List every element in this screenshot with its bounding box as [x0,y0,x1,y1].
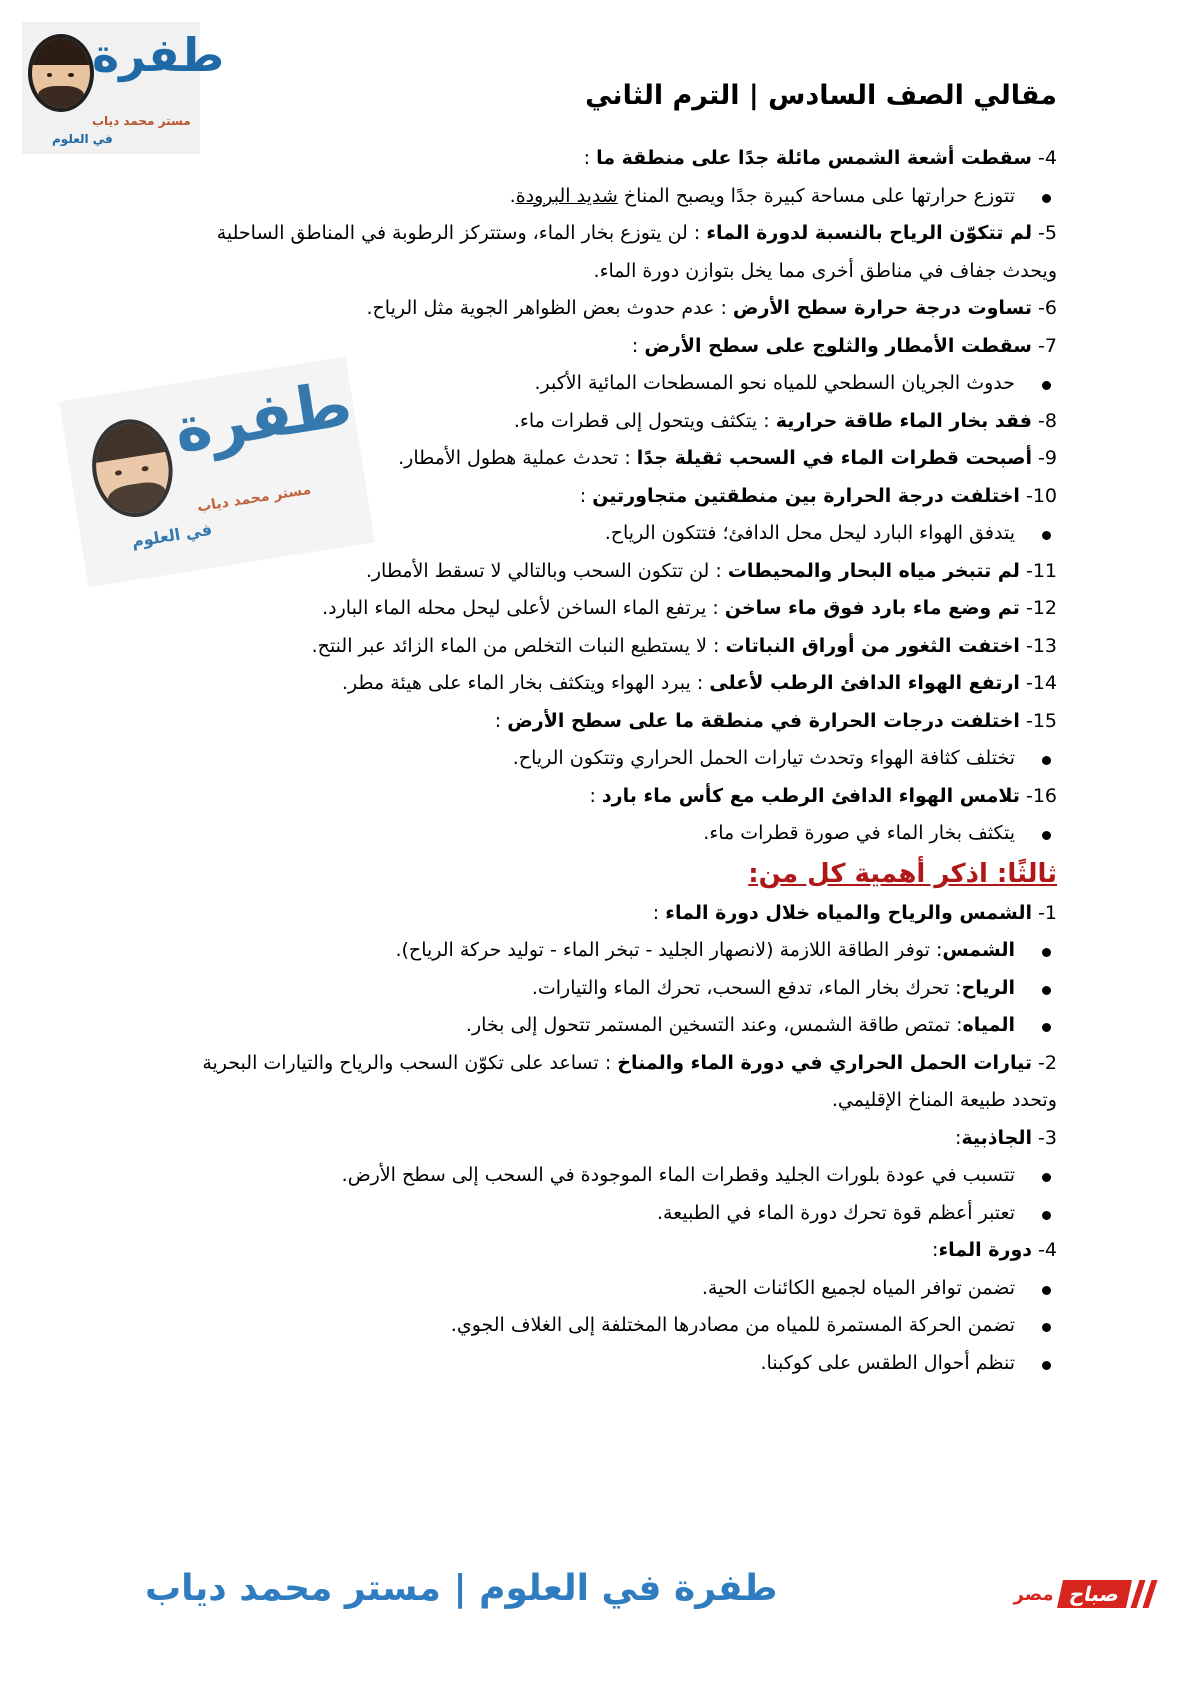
list-item: تنظم أحوال الطقس على كوكبنا. [190,1345,1057,1383]
teacher-avatar-watermark [85,414,179,523]
list-item: 7- سقطت الأمطار والثلوج على سطح الأرض : [631,334,1057,357]
site-watermark [963,1572,1153,1616]
list-item: الشمس: توفر الطاقة اللازمة (لانصهار الجليد - تبخر الماء - توليد حركة الرياح). [190,932,1057,970]
list-item: تضمن توافر المياه لجميع الكائنات الحية. [190,1270,1057,1308]
list-item: المياه: تمتص طاقة الشمس، وعند التسخين المستمر تتحول إلى بخار. [190,1007,1057,1045]
list-item: يتكثف بخار الماء في صورة قطرات ماء. [190,815,1057,853]
list-item: 13- اختفت الثغور من أوراق النباتات : لا يستطيع النبات التخلص من الماء الزائد عبر النتح. [311,634,1057,657]
list-item: تضمن الحركة المستمرة للمياه من مصادرها المختلفة إلى الغلاف الجوي. [190,1307,1057,1345]
list-item: 9- أصبحت قطرات الماء في السحب ثقيلة جدًا : تحدث عملية هطول الأمطار. [398,447,1057,469]
list-item: 6- تساوت درجة حرارة سطح الأرض : عدم حدوث بعض الظواهر الجوية مثل الرياح. [366,297,1057,319]
list-item: تختلف كثافة الهواء وتحدث تيارات الحمل الحراري وتتكون الرياح. [190,740,1057,778]
list-item: 10- اختلفت درجة الحرارة بين منطقتين متجاورتين : [579,484,1057,507]
section-heading: ثالثًا: اذكر أهمية كل من: [748,858,1057,889]
logo-top [22,22,225,154]
watermark-brand: صباح [1057,1580,1132,1608]
logo-word: طفرة [92,28,225,82]
list-item: 5- لم تتكوّن الرياح بالنسبة لدورة الماء : لن يتوزع بخار الماء، وستتركز الرطوبة في المناطق الساحلية ويحدث جفاف في مناطق أخرى مما يخل بتوازن دورة الماء. [216,222,1057,282]
list-item: الرياح: تحرك بخار الماء، تدفع السحب، تحرك الماء والتيارات. [190,970,1057,1008]
list-item: 16- تلامس الهواء الدافئ الرطب مع كأس ماء بارد : [589,784,1057,807]
list-item: حدوث الجريان السطحي للمياه نحو المسطحات المائية الأكبر. [190,365,1057,403]
footer-text: طفرة في العلوم | مستر محمد دياب [145,1568,778,1609]
list-item: 4- سقطت أشعة الشمس مائلة جدًا على منطقة ما : [583,147,1057,169]
list-item: 1- الشمس والرياح والمياه خلال دورة الماء : [652,901,1057,924]
list-item: 3- الجاذبية: [954,1126,1057,1149]
list-item: 12- تم وضع ماء بارد فوق ماء ساخن : يرتفع الماء الساخن لأعلى ليحل محله الماء البارد. [322,597,1057,619]
list-item: 15- اختلفت درجات الحرارة في منطقة ما على سطح الأرض : [494,709,1057,732]
watermark-country: مصر [1013,1583,1054,1605]
page-title: مقالي الصف السادس | الترم الثاني [585,80,1057,111]
list-item: 11- لم تتبخر مياه البحار والمحيطات : لن تتكون السحب وبالتالي لا تسقط الأمطار. [365,559,1057,582]
logo-word-watermark: طفرة [169,366,357,467]
logo-teacher-watermark: مستر محمد دياب [196,481,313,516]
list-item: 14- ارتفع الهواء الدافئ الرطب لأعلى : يبرد الهواء ويتكثف بخار الماء على هيئة مطر. [341,672,1057,694]
watermark-stripe [1142,1580,1157,1608]
list-item: تعتبر أعظم قوة تحرك دورة الماء في الطبيعة. [190,1195,1057,1233]
logo-sub: في العلوم [52,132,113,146]
teacher-avatar [28,34,94,112]
list-item: تتسبب في عودة بلورات الجليد وقطرات الماء الموجودة في السحب إلى سطح الأرض. [190,1157,1057,1195]
list-item: 4- دورة الماء: [932,1239,1057,1261]
document-body [190,140,1057,1382]
list-item: 2- تيارات الحمل الحراري في دورة الماء والمناخ : تساعد على تكوّن السحب والرياح والتيارات البحرية وتحدد طبيعة المناخ الإقليمي. [202,1051,1057,1111]
logo-sub-watermark: في العلوم [130,519,214,552]
list-item: تتوزع حرارتها على مساحة كبيرة جدًا ويصبح المناخ شديد البرودة. [190,178,1057,216]
logo-teacher: مستر محمد دياب [92,114,191,128]
list-item: يتدفق الهواء البارد ليحل محل الدافئ؛ فتتكون الرياح. [190,515,1057,553]
list-item: 8- فقد بخار الماء طاقة حرارية : يتكثف ويتحول إلى قطرات ماء. [513,409,1057,432]
